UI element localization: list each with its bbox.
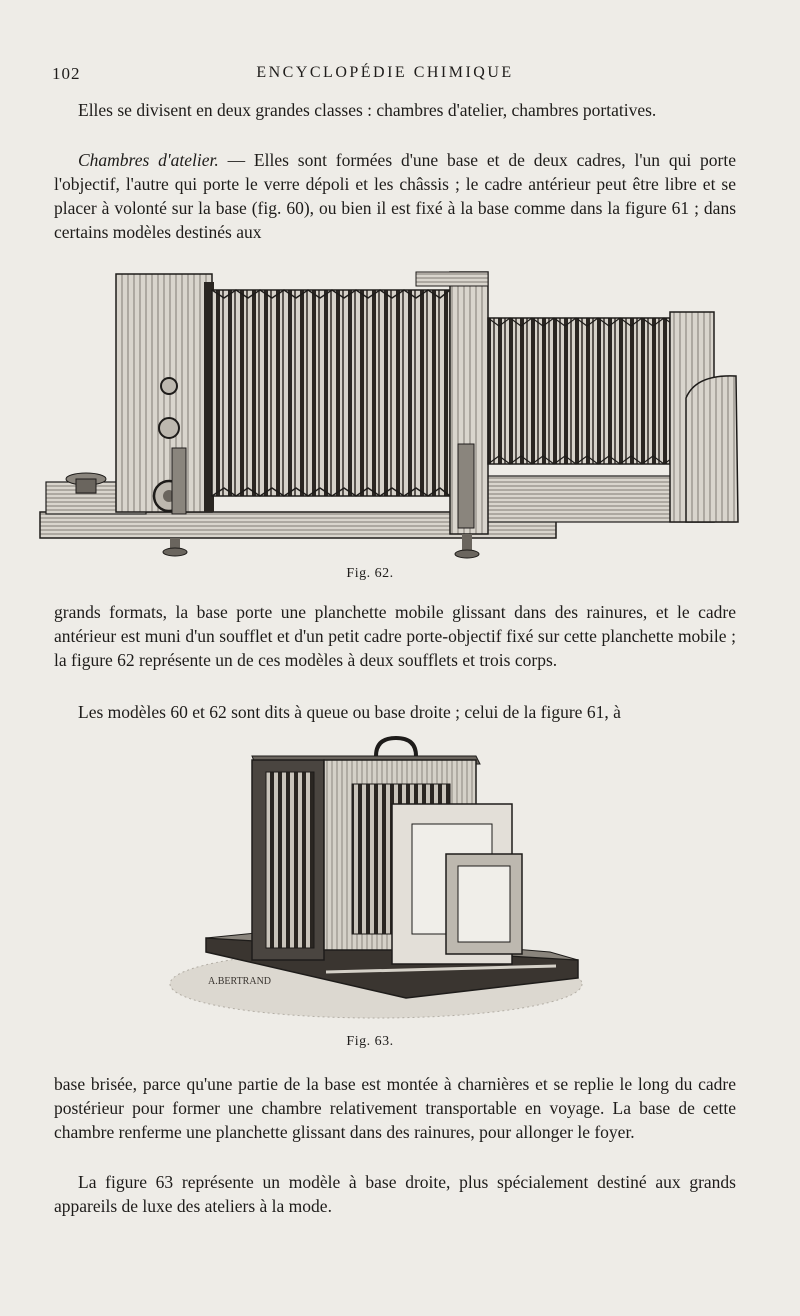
paragraph-2-body: — Elles sont formées d'une base et de deux cadres, l'un qui porte l'objectif, l'autre qui porte le verre dépoli et les châssis ; le cadre antérieur peut être libre et se placer à volonté sur la base (fig. 60), ou bien il est fixé à la base comme dans la figure 61 ; dans certains modèles destinés aux bbox=[54, 150, 736, 242]
engraver-signature: A.BERTRAND bbox=[208, 976, 272, 987]
paragraph-5: base brisée, parce qu'une partie de la base est montée à charnières et se replie le long du cadre postérieur pour former une chambre relativement transportable en voyage. La base de cette chambre renferme une planchette glissant dans des rainures, pour allonger le foyer. bbox=[54, 1074, 736, 1142]
paragraph-2-lead: Chambres d'atelier. bbox=[78, 150, 219, 170]
paragraph-2 bbox=[54, 148, 736, 244]
figure-62-camera-illustration bbox=[36, 268, 742, 564]
running-head bbox=[52, 64, 718, 86]
paragraph-1: Elles se divisent en deux grandes classes : chambres d'atelier, chambres portatives. bbox=[78, 100, 657, 120]
running-title: ENCYCLOPÉDIE CHIMIQUE bbox=[256, 64, 514, 81]
page-number: 102 bbox=[52, 64, 81, 83]
figure-63-camera-illustration bbox=[166, 734, 594, 1026]
figure-62-caption: Fig. 62. bbox=[346, 566, 394, 581]
paragraph-4: Les modèles 60 et 62 sont dits à queue ou base droite ; celui de la figure 61, à bbox=[78, 702, 621, 722]
paragraph-3: grands formats, la base porte une planchette mobile glissant dans des rainures, et le cadre antérieur est muni d'un soufflet et d'un petit cadre porte-objectif fixé sur cette planchette mobile ; la figure 62 représente un de ces modèles à deux soufflets et trois corps. bbox=[54, 602, 736, 670]
figure-63-caption: Fig. 63. bbox=[346, 1034, 394, 1049]
paragraph-6: La figure 63 représente un modèle à base droite, plus spécialement destiné aux grands appareils de luxe des ateliers à la mode. bbox=[54, 1172, 736, 1216]
